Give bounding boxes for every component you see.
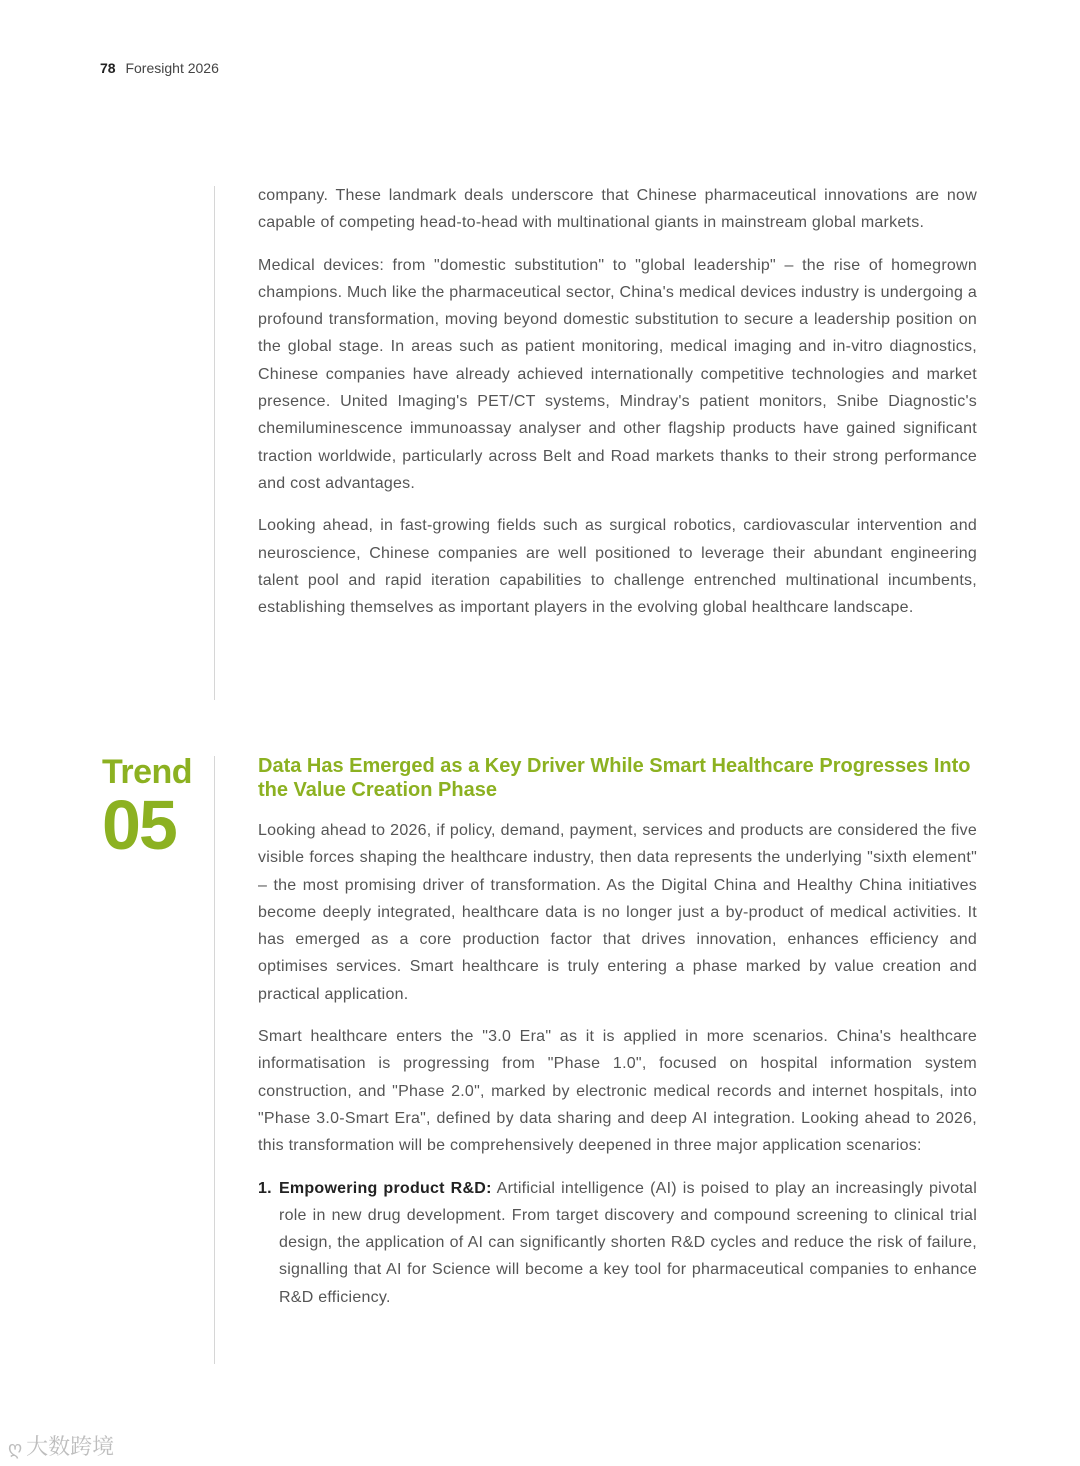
list-item-text: Artificial intelligence (AI) is poised to play an increasingly pivotal role in new drug development. From target discovery and compound screening to clinical trial design, the application of AI can significantly shorten R&D cycles and reduce the risk of failure, signalling that AI for Science will become a key tool for pharmaceutical companies to enhance R&D efficiency. bbox=[279, 1179, 977, 1306]
body-section-2 bbox=[258, 817, 977, 1326]
trend-number: 05 bbox=[102, 786, 176, 864]
section-divider-line bbox=[214, 186, 215, 700]
list-item bbox=[258, 1175, 977, 1311]
page-header bbox=[100, 60, 219, 76]
paragraph: Medical devices: from "domestic substitution" to "global leadership" – the rise of homegrown champions. Much like the pharmaceutical sector, China's medical devices industry is undergoing a profound transformation, moving beyond domestic substitution to secure a leadership position on the global stage. In areas such as patient monitoring, medical imaging and in-vitro diagnostics, Chinese companies have already achieved internationally competitive technologies and market presence. United Imaging's PET/CT systems, Mindray's patient monitors, Snibe Diagnostic's chemiluminescence immunoassay analyser and other flagship products have gained significant traction worldwide, particularly across Belt and Road markets thanks to their strong performance and cost advantages. bbox=[258, 256, 977, 492]
page-number: 78 bbox=[100, 60, 116, 76]
list-item-number: 1. bbox=[258, 1179, 272, 1197]
paragraph: Smart healthcare enters the "3.0 Era" as it is applied in more scenarios. China's healthcare informatisation is progressing from "Phase 1.0", focused on hospital information system construction, and "Phase 2.0", marked by electronic medical records and internet hospitals, into "Phase 3.0-Smart Era", defined by data sharing and deep AI integration. Looking ahead to 2026, this transformation will be comprehensively deepened in three major application scenarios: bbox=[258, 1028, 977, 1155]
watermark-text: 大数跨境 bbox=[26, 1435, 115, 1460]
paragraph: company. These landmark deals underscore that Chinese pharmaceutical innovations are now capable of competing head-to-head with multinational giants in mainstream global markets. bbox=[258, 187, 977, 232]
list-item-lead: Empowering product R&D: bbox=[279, 1179, 492, 1197]
paragraph: Looking ahead, in fast-growing fields such as surgical robotics, cardiovascular intervention and neuroscience, Chinese companies are well positioned to leverage their abundant engineering talent pool and rapid iteration capabilities to challenge entrenched multinational incumbents, establishing themselves as important players in the evolving global healthcare landscape. bbox=[258, 517, 977, 617]
section-divider-line bbox=[214, 756, 215, 1364]
publication-title: Foresight 2026 bbox=[125, 60, 219, 76]
watermark-logo-icon: ღ bbox=[8, 1438, 23, 1459]
watermark bbox=[8, 1430, 114, 1461]
trend-word: Trend bbox=[102, 753, 193, 791]
trend-label bbox=[102, 752, 202, 862]
paragraph: Looking ahead to 2026, if policy, demand, payment, services and products are considered the five visible forces shaping the healthcare industry, then data represents the underlying "sixth element" – the most promising driver of transformation. As the Digital China and Healthy China initiatives become deeply integrated, healthcare data is no longer just a by-product of medical activities. It has emerged as a core production factor that drives innovation, enhances efficiency and optimises services. Smart healthcare is truly entering a phase marked by value creation and practical application. bbox=[258, 822, 977, 1003]
body-section-1 bbox=[258, 182, 977, 636]
trend-title: Data Has Emerged as a Key Driver While Smart Healthcare Progresses Into the Value Creation Phase bbox=[258, 755, 971, 801]
